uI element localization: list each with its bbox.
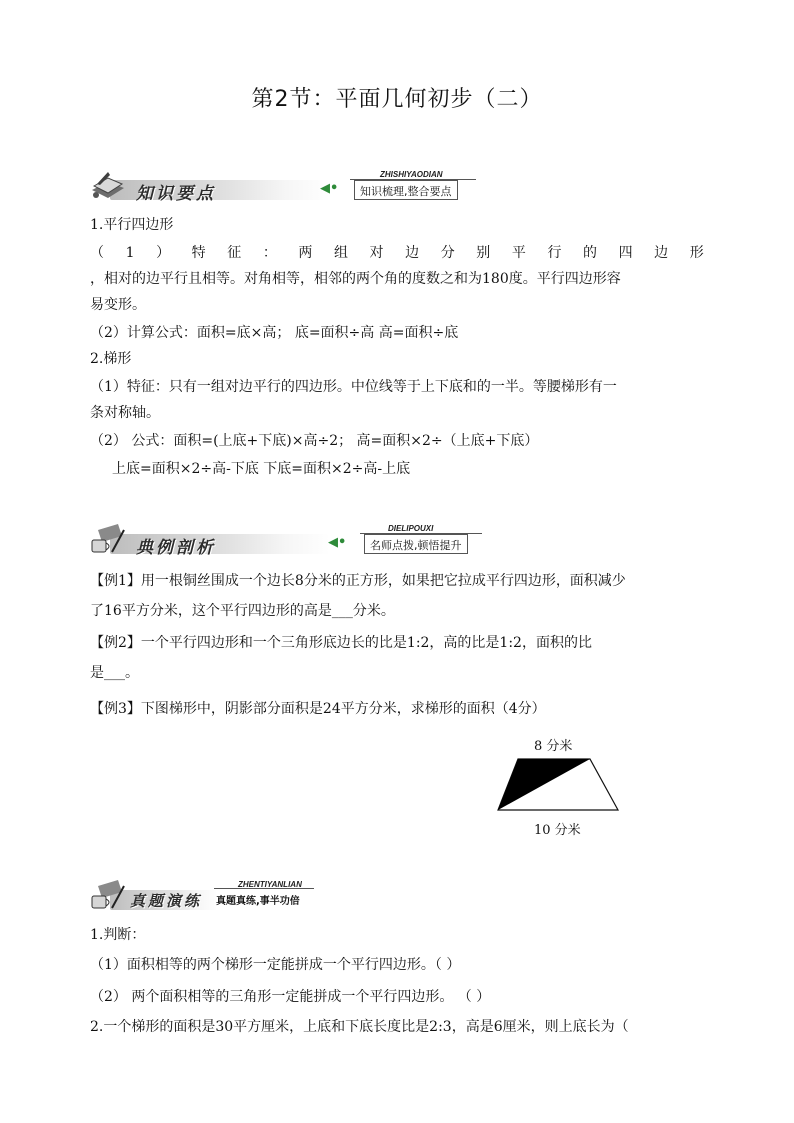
knowledge-item1-feature-line1	[90, 244, 704, 262]
example2-line2: 是___。	[90, 665, 139, 681]
figure-bottom-label: 10 分米	[534, 823, 581, 838]
knowledge-item2-formula-line2: 上底=面积×2÷高-下底 下底=面积×2÷高-上底	[112, 461, 411, 477]
cup-pen-icon	[88, 522, 128, 558]
section-pinyin: ZHENTIYANLIAN	[238, 880, 302, 889]
section-banner-practice	[88, 876, 318, 916]
example1-line1: 【例1】用一根铜丝围成一个边长8分米的正方形，如果把它拉成平行四边形，面积减少	[90, 573, 626, 589]
section-tagline: 名师点拨,顿悟提升	[364, 534, 468, 554]
section-banner-examples	[88, 520, 486, 560]
knowledge-item1-feature-line3: 易变形。	[90, 297, 146, 313]
justified-char: 边	[654, 245, 669, 261]
justified-char: 组	[333, 245, 348, 261]
knowledge-item1-formula: （2）计算公式：面积=底×高； 底=面积÷高 高=面积÷底	[90, 325, 459, 341]
justified-char: 的	[583, 245, 598, 261]
justified-char: 征	[227, 245, 242, 261]
justified-char: 特	[191, 245, 206, 261]
section-pinyin: DIELIPOUXI	[388, 524, 434, 533]
example1-line2: 了16平方分米，这个平行四边形的高是___分米。	[90, 603, 395, 619]
justified-char: 别	[476, 245, 491, 261]
justified-char: 对	[369, 245, 384, 261]
practice-q1-b: （2） 两个面积相等的三角形一定能拼成一个平行四边形。 （ ）	[90, 989, 491, 1005]
section-pinyin: ZHISHIYAODIAN	[380, 170, 443, 179]
knowledge-item2-feature-line2: 条对称轴。	[90, 405, 160, 421]
justified-char: 形	[689, 245, 704, 261]
page-title: 第2节：平面几何初步（二）	[251, 87, 543, 112]
knowledge-item2-title: 2.梯形	[90, 351, 132, 367]
justified-char: 行	[547, 245, 562, 261]
example3-text: 【例3】下图梯形中，阴影部分面积是24平方分米，求梯形的面积（4分）	[90, 701, 546, 717]
justified-char: 分	[440, 245, 455, 261]
arrow-left-icon: ◀•	[328, 535, 347, 550]
practice-q2: 2.一个梯形的面积是30平方厘米，上底和下底长度比是2:3，高是6厘米，则上底长为（	[90, 1019, 629, 1035]
example2-line1: 【例2】一个平行四边形和一个三角形底边长的比是1:2，高的比是1:2，面积的比	[90, 635, 592, 651]
trapezoid-figure	[490, 735, 630, 845]
section-banner-knowledge	[88, 166, 480, 206]
knowledge-item2-formula-line1: （2） 公式：面积=(上底+下底)×高÷2； 高=面积×2÷（上底+下底）	[90, 433, 539, 449]
section-tagline: 知识梳理,整合要点	[354, 180, 458, 200]
practice-q1-title: 1.判断：	[90, 927, 146, 943]
section-heading: 真题演练	[130, 892, 203, 910]
justified-char: （	[90, 245, 104, 261]
knowledge-item2-feature-line1: （1）特征：只有一组对边平行的四边形。中位线等于上下底和的一半。等腰梯形有一	[90, 379, 617, 395]
justified-char: 平	[511, 245, 526, 261]
justified-char: ）	[156, 245, 171, 261]
book-icon	[88, 168, 128, 204]
justified-char: ：	[262, 245, 277, 261]
section-heading: 知识要点	[136, 184, 216, 204]
figure-top-label: 8 分米	[534, 739, 573, 754]
justified-char: 两	[298, 245, 313, 261]
justified-char: 边	[405, 245, 420, 261]
knowledge-item1-feature-line2: ，相对的边平行且相等。对角相等，相邻的两个角的度数之和为180度。平行四边形容	[90, 271, 621, 287]
knowledge-item1-title: 1.平行四边形	[90, 217, 174, 233]
practice-q1-a: （1）面积相等的两个梯形一定能拼成一个平行四边形。（ ）	[90, 957, 461, 973]
section-tagline: 真题真练,事半功倍	[216, 891, 300, 911]
section-heading: 典例剖析	[136, 538, 216, 558]
cup-pen-icon	[88, 878, 128, 914]
arrow-left-icon: ◀•	[320, 181, 339, 196]
justified-char: 四	[618, 245, 633, 261]
justified-char: 1	[125, 245, 135, 261]
